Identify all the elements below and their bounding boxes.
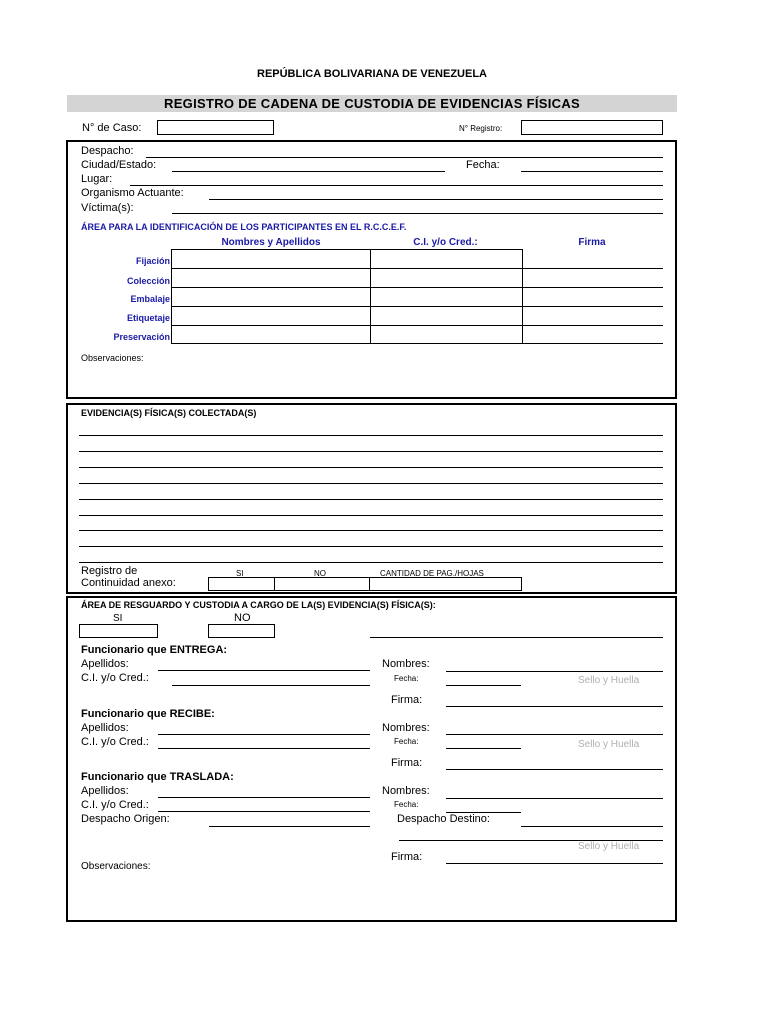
traslada-ci-label: C.I. y/o Cred.: (81, 799, 149, 811)
anexo-si-label: SI (236, 569, 244, 578)
evidence-line[interactable] (79, 546, 663, 547)
despacho-origen-line[interactable] (209, 826, 370, 827)
despacho-destino-line[interactable] (521, 826, 663, 827)
participant-row-line[interactable] (171, 325, 663, 326)
fecha-line[interactable] (521, 171, 663, 172)
custody-no-label: NO (234, 612, 251, 624)
evidence-line[interactable] (79, 530, 663, 531)
recibe-sello-label: Sello y Huella (578, 739, 640, 750)
case-number-field[interactable] (157, 120, 274, 135)
col-ci-header: C.I. y/o Cred.: (413, 237, 478, 248)
registro-continuidad-label-2: Continuidad anexo: (81, 577, 176, 589)
col-firma-header: Firma (578, 237, 606, 248)
custody-si-box[interactable] (79, 624, 158, 638)
victimas-label: Víctima(s): (81, 202, 134, 214)
cantidad-hojas-box[interactable] (369, 577, 522, 591)
entrega-title: Funcionario que ENTREGA: (81, 644, 228, 656)
ciudad-label: Ciudad/Estado: (81, 159, 157, 171)
recibe-title: Funcionario que RECIBE: (81, 708, 215, 720)
evidence-line[interactable] (79, 515, 663, 516)
recibe-firma-label: Firma: (391, 757, 423, 769)
recibe-apellidos-line[interactable] (158, 734, 370, 735)
custody-heading: ÁREA DE RESGUARDO Y CUSTODIA A CARGO DE LA(S) EVIDENCIA(S) FÍSICA(S): (81, 600, 436, 610)
entrega-nombres-label: Nombres: (382, 658, 430, 670)
traslada-ci-line[interactable] (158, 811, 370, 812)
entrega-ci-label: C.I. y/o Cred.: (81, 672, 149, 684)
participant-row-line[interactable] (171, 287, 663, 288)
traslada-firma-label: Firma: (391, 851, 423, 863)
recibe-nombres-line[interactable] (446, 734, 663, 735)
row-label-fijacion: Fijación (135, 256, 170, 266)
recibe-firma-line[interactable] (446, 769, 663, 770)
despacho-line[interactable] (146, 157, 663, 158)
traslada-title: Funcionario que TRASLADA: (81, 771, 234, 783)
cantidad-hojas-label: CANTIDAD DE PAG./HOJAS (380, 569, 484, 578)
participants-col-divider (370, 249, 371, 343)
evidence-line[interactable] (79, 467, 663, 468)
custody-line[interactable] (370, 637, 663, 638)
recibe-fecha-label: Fecha: (394, 737, 419, 746)
traslada-nombres-label: Nombres: (382, 785, 430, 797)
registry-number-label: N° Registro: (459, 124, 503, 133)
traslada-sello-label: Sello y Huella (578, 841, 640, 852)
col-nombres-header: Nombres y Apellidos (221, 237, 321, 248)
observaciones-label-2: Observaciones: (81, 861, 151, 872)
custody-si-label: SI (113, 613, 123, 624)
participant-row-line[interactable] (171, 306, 663, 307)
fecha-label: Fecha: (466, 159, 500, 171)
evidence-heading: EVIDENCIA(S) FÍSICA(S) COLECTADA(S) (81, 408, 257, 418)
traslada-apellidos-label: Apellidos: (81, 785, 129, 797)
ciudad-line[interactable] (172, 171, 445, 172)
organismo-line[interactable] (209, 199, 663, 200)
evidence-line[interactable] (79, 499, 663, 500)
participant-row-line[interactable] (171, 343, 663, 344)
anexo-no-box[interactable] (274, 577, 370, 591)
traslada-fecha-label: Fecha: (394, 800, 419, 809)
entrega-sello-label: Sello y Huella (578, 675, 640, 686)
row-label-embalaje: Embalaje (130, 294, 170, 304)
row-label-preservacion: Preservación (113, 332, 170, 342)
entrega-fecha-label: Fecha: (394, 674, 419, 683)
evidence-line[interactable] (79, 562, 663, 563)
row-label-etiquetaje: Etiquetaje (126, 313, 170, 323)
row-label-coleccion: Colección (126, 276, 170, 286)
evidence-line[interactable] (79, 451, 663, 452)
anexo-si-box[interactable] (208, 577, 275, 591)
case-number-label: N° de Caso: (82, 122, 142, 134)
registro-continuidad-label-1: Registro de (81, 565, 138, 577)
entrega-apellidos-line[interactable] (158, 670, 370, 671)
participants-heading: ÁREA PARA LA IDENTIFICACIÓN DE LOS PARTICIPANTES EN EL R.C.C.E.F. (81, 222, 407, 232)
recibe-ci-line[interactable] (158, 748, 370, 749)
anexo-no-label: NO (314, 569, 326, 578)
lugar-label: Lugar: (81, 173, 113, 185)
traslada-apellidos-line[interactable] (158, 797, 370, 798)
recibe-fecha-line[interactable] (446, 748, 521, 749)
participant-row-line[interactable] (171, 268, 663, 269)
organismo-label: Organismo Actuante: (81, 187, 184, 199)
entrega-nombres-line[interactable] (446, 671, 663, 672)
entrega-fecha-line[interactable] (446, 685, 521, 686)
traslada-nombres-line[interactable] (446, 798, 663, 799)
form-title: REGISTRO DE CADENA DE CUSTODIA DE EVIDENCIAS FÍSICAS (164, 96, 580, 111)
recibe-nombres-label: Nombres: (382, 722, 430, 734)
participants-table (171, 249, 523, 344)
traslada-firma-line[interactable] (446, 863, 663, 864)
observaciones-label-1: Observaciones: (81, 353, 144, 363)
lugar-line[interactable] (130, 185, 663, 186)
custody-no-box[interactable] (208, 624, 275, 638)
entrega-apellidos-label: Apellidos: (81, 658, 129, 670)
evidence-line[interactable] (79, 483, 663, 484)
entrega-firma-label: Firma: (391, 694, 423, 706)
country-title: REPÚBLICA BOLIVARIANA DE VENEZUELA (257, 68, 487, 80)
despacho-origen-label: Despacho Origen: (81, 813, 170, 825)
recibe-ci-label: C.I. y/o Cred.: (81, 736, 149, 748)
despacho-label: Despacho: (81, 145, 134, 157)
recibe-apellidos-label: Apellidos: (81, 722, 129, 734)
evidence-line[interactable] (79, 435, 663, 436)
entrega-ci-line[interactable] (172, 685, 370, 686)
entrega-firma-line[interactable] (446, 706, 663, 707)
registry-number-field[interactable] (521, 120, 663, 135)
victimas-line[interactable] (172, 213, 663, 214)
despacho-destino-label: Despacho Destino: (397, 813, 490, 825)
